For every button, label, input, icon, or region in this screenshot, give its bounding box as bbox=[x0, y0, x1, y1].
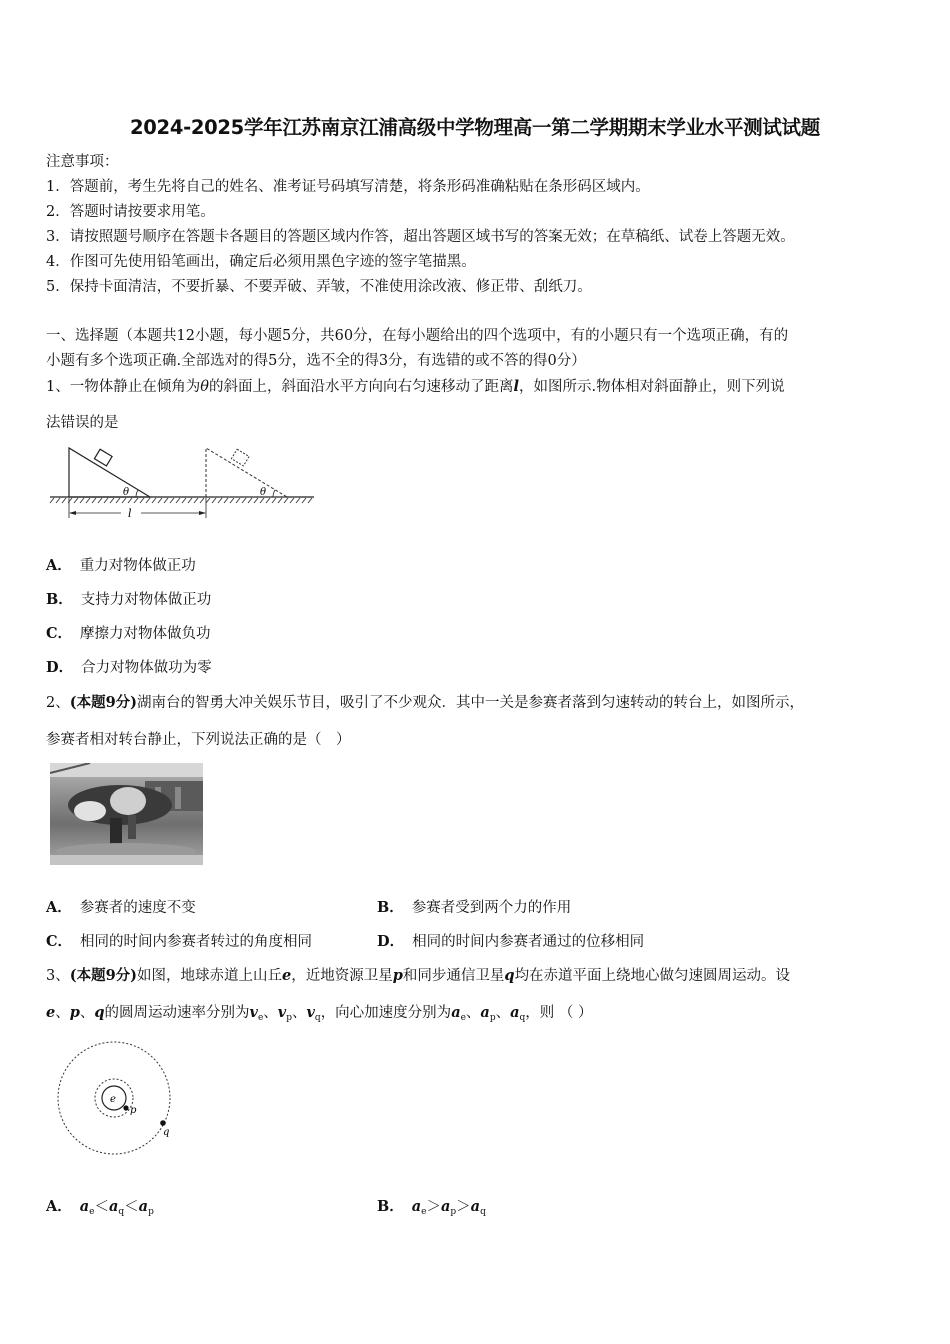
page-title: 2024-2025学年江苏南京江浦高级中学物理高一第二学期期末学业水平测试试题 bbox=[130, 116, 820, 139]
question-3-text: e、p、q的圆周运动速率分别为$v_e$、$v_p$、$v_q$，向心加速度分别为$a_e$、$a_p$、$a_q$，则 （ ） bbox=[46, 1004, 593, 1023]
distance-label: l bbox=[128, 507, 132, 520]
section-instruction: 一、选择题（本题共12小题，每小题5分，共60分，在每小题给出的四个选项中，有的小题只有一个选项正确，有的 bbox=[46, 328, 789, 344]
option-d[interactable]: D． 合力对物体做功为零 bbox=[46, 659, 212, 676]
question-2-text: 参赛者相对转台静止，下列说法正确的是（ ） bbox=[46, 732, 351, 748]
option-d[interactable]: D． 相同的时间内参赛者通过的位移相同 bbox=[377, 933, 645, 950]
option-a[interactable]: A． $a_e<a_q<a_p$ bbox=[46, 1198, 154, 1217]
angle-label: θ bbox=[260, 487, 267, 498]
question-3-text: 3、(本题9分)如图，地球赤道上山丘e，近地资源卫星p和同步通信卫星q均在赤道平面上绕地心做匀速圆周运动。设 bbox=[46, 967, 791, 984]
satellite-q-label: q bbox=[163, 1127, 170, 1138]
option-b[interactable]: B． $a_e>a_p>a_q$ bbox=[377, 1198, 486, 1217]
earth-label: e bbox=[110, 1094, 116, 1105]
notice-item: 3．请按照题号顺序在答题卡各题目的答题区域内作答，超出答题区域书写的答案无效；在草稿纸、试卷上答题无效。 bbox=[46, 229, 795, 245]
notice-heading: 注意事项： bbox=[46, 154, 119, 170]
angle-label: θ bbox=[123, 487, 130, 498]
question-1-text: 法错误的是 bbox=[46, 415, 119, 431]
option-b[interactable]: B． 支持力对物体做正功 bbox=[46, 591, 212, 608]
notice-item: 1．答题前，考生先将自己的姓名、准考证号码填写清楚，将条形码准确粘贴在条形码区域内。 bbox=[46, 179, 650, 195]
option-a[interactable]: A． 重力对物体做正功 bbox=[46, 557, 196, 574]
section-instruction: 小题有多个选项正确.全部选对的得5分，选不全的得3分，有选错的或不答的得0分） bbox=[46, 353, 586, 369]
satellite-p-label: p bbox=[130, 1105, 137, 1116]
notice-item: 4．作图可先使用铅笔画出，确定后必须用黑色字迹的签字笔描黑。 bbox=[46, 254, 476, 270]
option-b[interactable]: B． 参赛者受到两个力的作用 bbox=[377, 899, 572, 916]
turntable-photo bbox=[50, 763, 203, 865]
option-c[interactable]: C． 摩擦力对物体做负功 bbox=[46, 625, 211, 642]
notice-item: 5．保持卡面清洁，不要折暴、不要弄破、弄皱，不准使用涂改液、修正带、刮纸刀。 bbox=[46, 279, 592, 295]
question-2-text: 2、(本题9分)湖南台的智勇大冲关娱乐节目，吸引了不少观众．其中一关是参赛者落到匀速转动的转台上，如图所示， bbox=[46, 694, 805, 711]
option-a[interactable]: A． 参赛者的速度不变 bbox=[46, 899, 196, 916]
option-c[interactable]: C． 相同的时间内参赛者转过的角度相同 bbox=[46, 933, 313, 950]
orbit-figure bbox=[52, 1040, 182, 1160]
notice-item: 2．答题时请按要求用笔。 bbox=[46, 204, 215, 220]
incline-figure bbox=[46, 440, 321, 522]
question-1-text: 1、一物体静止在倾角为θ的斜面上，斜面沿水平方向向右匀速移动了距离l，如图所示.物体相对斜面静止，则下列说 bbox=[46, 378, 785, 395]
